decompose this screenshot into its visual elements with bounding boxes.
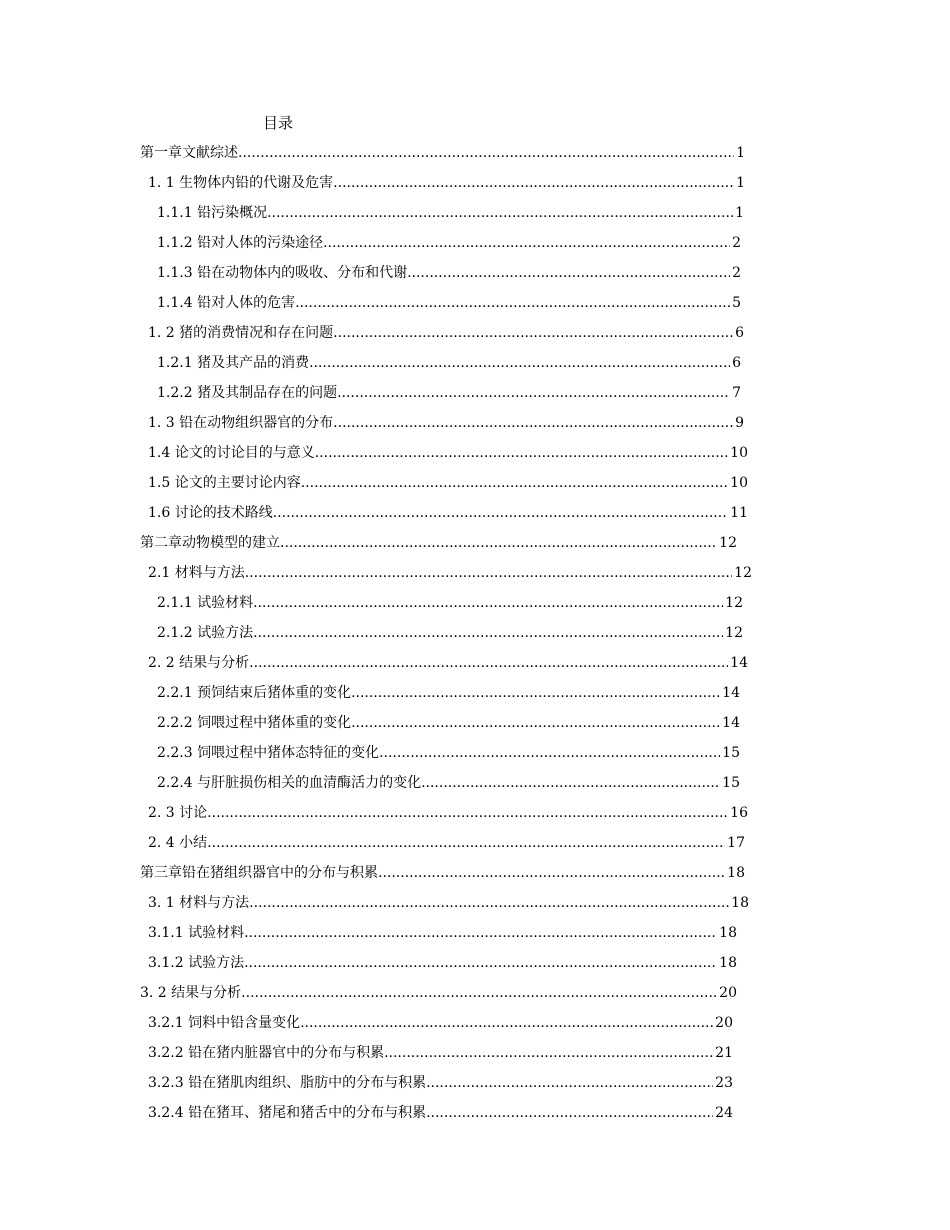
toc-entry[interactable] bbox=[148, 502, 748, 524]
leader-dots bbox=[333, 175, 734, 191]
toc-entry[interactable] bbox=[157, 352, 741, 374]
leader-dots bbox=[253, 595, 723, 611]
toc-entry-page: 18 bbox=[719, 925, 737, 941]
toc-entry-label: 1. 1 生物体内铅的代谢及危害 bbox=[148, 175, 334, 191]
toc-entry-page: 24 bbox=[715, 1105, 733, 1121]
toc-entry-page: 5 bbox=[732, 295, 741, 311]
toc-entry-label: 3. 2 结果与分析 bbox=[140, 985, 242, 1001]
toc-entry-page: 1 bbox=[736, 145, 745, 161]
toc-entry[interactable] bbox=[148, 172, 745, 194]
toc-entry[interactable] bbox=[148, 802, 748, 824]
toc-entry-page: 11 bbox=[730, 505, 748, 521]
toc-entry-label: 2.2.3 饲喂过程中猪体态特征的变化 bbox=[157, 745, 380, 761]
leader-dots bbox=[351, 715, 720, 731]
toc-entry-page: 7 bbox=[732, 385, 741, 401]
toc-entry-label: 第二章动物模型的建立 bbox=[140, 535, 280, 551]
toc-entry[interactable] bbox=[140, 982, 737, 1004]
toc-entry-page: 17 bbox=[727, 835, 745, 851]
leader-dots bbox=[249, 895, 729, 911]
toc-entry[interactable] bbox=[157, 712, 740, 734]
toc-entry-label: 2.2.1 预饲结束后猪体重的变化 bbox=[157, 685, 352, 701]
toc-entry-page: 12 bbox=[734, 565, 752, 581]
toc-entry-page: 14 bbox=[722, 715, 740, 731]
toc-entry[interactable] bbox=[148, 1012, 733, 1034]
toc-entry-page: 1 bbox=[735, 205, 744, 221]
toc-entry[interactable] bbox=[157, 622, 743, 644]
leader-dots bbox=[267, 205, 733, 221]
toc-entry-page: 6 bbox=[732, 355, 741, 371]
leader-dots bbox=[301, 475, 728, 491]
leader-dots bbox=[207, 835, 725, 851]
toc-entry-page: 18 bbox=[719, 955, 737, 971]
toc-entry[interactable] bbox=[148, 412, 744, 434]
toc-entry[interactable] bbox=[148, 922, 737, 944]
leader-dots bbox=[253, 625, 723, 641]
toc-entry-page: 20 bbox=[719, 985, 737, 1001]
leader-dots bbox=[378, 865, 725, 881]
leader-dots bbox=[426, 1075, 713, 1091]
toc-entry-page: 20 bbox=[715, 1015, 733, 1031]
toc-entry[interactable] bbox=[148, 832, 745, 854]
toc-entry[interactable] bbox=[140, 142, 745, 164]
toc-entry-label: 1.1.1 铅污染概况 bbox=[157, 205, 268, 221]
toc-entry-label: 3.2.1 饲料中铅含量变化 bbox=[148, 1015, 301, 1031]
toc-entry-page: 1 bbox=[736, 175, 745, 191]
toc-entry-label: 1.1.3 铅在动物体内的吸收、分布和代谢 bbox=[157, 265, 408, 281]
leader-dots bbox=[300, 1015, 713, 1031]
toc-entry-page: 23 bbox=[715, 1075, 733, 1091]
toc-entry-label: 1. 2 猪的消费情况和存在问题 bbox=[148, 325, 334, 341]
toc-entry-page: 18 bbox=[727, 865, 745, 881]
leader-dots bbox=[337, 385, 730, 401]
leader-dots bbox=[244, 955, 717, 971]
leader-dots bbox=[407, 265, 730, 281]
toc-entry-label: 1.1.4 铅对人体的危害 bbox=[157, 295, 296, 311]
leader-dots bbox=[280, 535, 717, 551]
toc-entry-page: 15 bbox=[722, 775, 740, 791]
toc-entry[interactable] bbox=[148, 952, 737, 974]
toc-entry-label: 3. 1 材料与方法 bbox=[148, 895, 250, 911]
toc-entry-label: 第一章文献综述 bbox=[140, 145, 238, 161]
toc-entry[interactable] bbox=[148, 1042, 733, 1064]
toc-entry-page: 9 bbox=[735, 415, 744, 431]
toc-entry-label: 1.4 论文的讨论目的与意义 bbox=[148, 445, 315, 461]
toc-entry-label: 1.6 讨论的技术路线 bbox=[148, 505, 273, 521]
toc-entry-label: 2. 2 结果与分析 bbox=[148, 655, 250, 671]
toc-entry[interactable] bbox=[157, 232, 741, 254]
toc-entry[interactable] bbox=[148, 322, 744, 344]
toc-entry[interactable] bbox=[157, 742, 740, 764]
toc-entry-label: 2. 3 讨论 bbox=[148, 805, 208, 821]
toc-entry-label: 2.1.1 试验材料 bbox=[157, 595, 254, 611]
leader-dots bbox=[333, 415, 733, 431]
toc-entry[interactable] bbox=[148, 472, 748, 494]
leader-dots bbox=[379, 745, 720, 761]
toc-entry-label: 第三章铅在猪组织器官中的分布与积累 bbox=[140, 865, 378, 881]
leader-dots bbox=[426, 1105, 713, 1121]
leader-dots bbox=[238, 145, 734, 161]
toc-entry-label: 1. 3 铅在动物组织器官的分布 bbox=[148, 415, 334, 431]
toc-entry-label: 1.5 论文的主要讨论内容 bbox=[148, 475, 301, 491]
toc-entry-page: 12 bbox=[719, 535, 737, 551]
toc-entry-page: 10 bbox=[730, 475, 748, 491]
toc-entry[interactable] bbox=[148, 652, 748, 674]
toc-entry[interactable] bbox=[157, 772, 740, 794]
toc-entry-page: 10 bbox=[730, 445, 748, 461]
leader-dots bbox=[244, 925, 717, 941]
toc-entry-page: 12 bbox=[725, 625, 743, 641]
leader-dots bbox=[295, 295, 730, 311]
toc-entry-label: 3.2.4 铅在猪耳、猪尾和猪舌中的分布与积累 bbox=[148, 1105, 427, 1121]
leader-dots bbox=[384, 1045, 713, 1061]
leader-dots bbox=[315, 445, 728, 461]
toc-entry-page: 2 bbox=[732, 235, 741, 251]
toc-title: 目录 bbox=[263, 114, 294, 132]
toc-entry-label: 2.1.2 试验方法 bbox=[157, 625, 254, 641]
leader-dots bbox=[273, 505, 728, 521]
toc-entry[interactable] bbox=[148, 442, 748, 464]
toc-entry-label: 2. 4 小结 bbox=[148, 835, 208, 851]
leader-dots bbox=[323, 235, 730, 251]
toc-entry-label: 1.2.2 猪及其制品存在的问题 bbox=[157, 385, 338, 401]
toc-entry[interactable] bbox=[148, 892, 749, 914]
toc-entry[interactable] bbox=[157, 202, 744, 224]
toc-entry-page: 12 bbox=[725, 595, 743, 611]
toc-entry-page: 18 bbox=[731, 895, 749, 911]
toc-entry[interactable] bbox=[157, 682, 740, 704]
toc-entry-label: 3.2.2 铅在猪内脏器官中的分布与积累 bbox=[148, 1045, 385, 1061]
toc-entry-page: 14 bbox=[722, 685, 740, 701]
toc-entry-page: 15 bbox=[722, 745, 740, 761]
leader-dots bbox=[333, 325, 733, 341]
toc-entry-label: 3.2.3 铅在猪肌肉组织、脂肪中的分布与积累 bbox=[148, 1075, 427, 1091]
leader-dots bbox=[421, 775, 720, 791]
leader-dots bbox=[241, 985, 717, 1001]
toc-entry-label: 1.1.2 铅对人体的污染途径 bbox=[157, 235, 324, 251]
toc-entry[interactable] bbox=[157, 262, 741, 284]
toc-entry[interactable] bbox=[148, 562, 752, 584]
toc-entry[interactable] bbox=[157, 592, 743, 614]
leader-dots bbox=[245, 565, 732, 581]
toc-entry[interactable] bbox=[148, 1072, 733, 1094]
toc-entry-label: 1.2.1 猪及其产品的消费 bbox=[157, 355, 310, 371]
toc-entry-label: 3.1.1 试验材料 bbox=[148, 925, 245, 941]
toc-entry[interactable] bbox=[140, 862, 745, 884]
toc-entry-page: 14 bbox=[730, 655, 748, 671]
toc-entry-label: 2.2.2 饲喂过程中猪体重的变化 bbox=[157, 715, 352, 731]
toc-entry[interactable] bbox=[157, 292, 741, 314]
leader-dots bbox=[309, 355, 730, 371]
toc-entry[interactable] bbox=[157, 382, 741, 404]
toc-entry-page: 6 bbox=[735, 325, 744, 341]
toc-entry[interactable] bbox=[140, 532, 737, 554]
toc-entry-label: 2.2.4 与肝脏损伤相关的血清酶活力的变化 bbox=[157, 775, 422, 791]
toc-entry[interactable] bbox=[148, 1102, 733, 1124]
toc-entry-page: 2 bbox=[732, 265, 741, 281]
leader-dots bbox=[249, 655, 728, 671]
toc-entry-label: 3.1.2 试验方法 bbox=[148, 955, 245, 971]
toc-entry-label: 2.1 材料与方法 bbox=[148, 565, 245, 581]
leader-dots bbox=[351, 685, 720, 701]
leader-dots bbox=[207, 805, 728, 821]
toc-entry-page: 21 bbox=[715, 1045, 733, 1061]
toc-entry-page: 16 bbox=[730, 805, 748, 821]
